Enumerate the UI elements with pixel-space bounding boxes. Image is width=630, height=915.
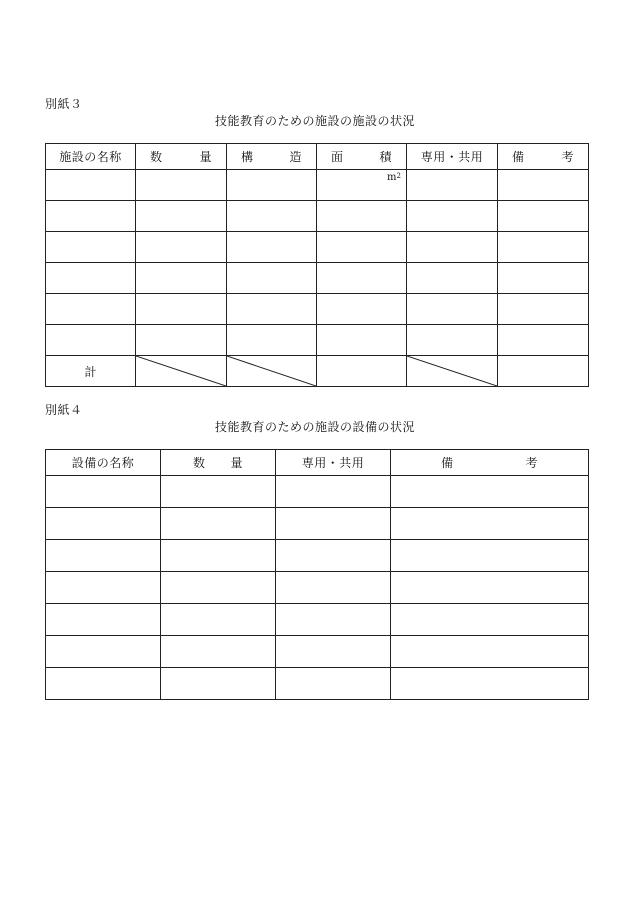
- remarks-cell[interactable]: [498, 170, 589, 201]
- header-exclusive-shared: 専用・共用: [407, 144, 498, 170]
- exclusive-shared-cell[interactable]: [276, 476, 391, 508]
- quantity-cell[interactable]: [161, 572, 276, 604]
- header-area: 面 積: [317, 144, 407, 170]
- equipment-name-cell[interactable]: [46, 636, 161, 668]
- total-row: [46, 356, 589, 387]
- quantity-cell[interactable]: [161, 508, 276, 540]
- remarks-cell[interactable]: [391, 636, 589, 668]
- remarks-cell[interactable]: [391, 508, 589, 540]
- table-row: [46, 540, 589, 572]
- quantity-cell[interactable]: [161, 604, 276, 636]
- exclusive-shared-cell[interactable]: [407, 263, 498, 294]
- remarks-cell[interactable]: [391, 540, 589, 572]
- facility-header-row: [46, 144, 589, 170]
- facility-name-cell[interactable]: [46, 170, 136, 201]
- header-exclusive-shared: 専用・共用: [276, 450, 391, 476]
- header-quantity: 数 量: [161, 450, 276, 476]
- quantity-cell[interactable]: [136, 325, 227, 356]
- facility-name-cell[interactable]: [46, 201, 136, 232]
- total-label: 計: [46, 356, 136, 387]
- facility-name-cell[interactable]: [46, 294, 136, 325]
- equipment-name-cell[interactable]: [46, 476, 161, 508]
- exclusive-shared-total-struck-cell: [407, 356, 498, 387]
- remarks-cell[interactable]: [391, 572, 589, 604]
- structure-total-struck-cell: [227, 356, 317, 387]
- table-row: [46, 232, 589, 263]
- structure-cell[interactable]: [227, 201, 317, 232]
- facility-name-cell[interactable]: [46, 232, 136, 263]
- quantity-cell[interactable]: [136, 201, 227, 232]
- quantity-cell[interactable]: [136, 170, 227, 201]
- header-remarks: 備 考: [391, 450, 589, 476]
- exclusive-shared-cell[interactable]: [276, 508, 391, 540]
- area-cell[interactable]: [317, 325, 407, 356]
- equipment-status-title: 技能教育のための施設の設備の状況: [214, 420, 415, 434]
- header-remarks: 備 考: [498, 144, 589, 170]
- remarks-total-cell[interactable]: [498, 356, 589, 387]
- remarks-cell[interactable]: [391, 604, 589, 636]
- table-row: [46, 325, 589, 356]
- quantity-cell[interactable]: [161, 540, 276, 572]
- exclusive-shared-cell[interactable]: [407, 294, 498, 325]
- equipment-header-row: [46, 450, 589, 476]
- remarks-cell[interactable]: [498, 201, 589, 232]
- equipment-name-cell[interactable]: [46, 604, 161, 636]
- exclusive-shared-cell[interactable]: [276, 604, 391, 636]
- equipment-name-cell[interactable]: [46, 540, 161, 572]
- table-row: [46, 294, 589, 325]
- structure-cell[interactable]: [227, 294, 317, 325]
- attachment-3-label: 別紙３: [45, 97, 83, 111]
- header-equipment-name: 設備の名称: [46, 450, 161, 476]
- structure-cell[interactable]: [227, 232, 317, 263]
- facility-table: [45, 143, 589, 387]
- area-cell[interactable]: [317, 232, 407, 263]
- remarks-cell[interactable]: [498, 294, 589, 325]
- remarks-cell[interactable]: [498, 232, 589, 263]
- quantity-cell[interactable]: [136, 294, 227, 325]
- quantity-cell[interactable]: [161, 476, 276, 508]
- header-quantity: 数 量: [136, 144, 227, 170]
- remarks-cell[interactable]: [391, 476, 589, 508]
- diagonal-strike: [227, 356, 316, 386]
- exclusive-shared-cell[interactable]: [407, 325, 498, 356]
- exclusive-shared-cell[interactable]: [276, 636, 391, 668]
- remarks-cell[interactable]: [498, 325, 589, 356]
- equipment-table: [45, 449, 589, 700]
- area-cell[interactable]: [317, 170, 407, 201]
- exclusive-shared-cell[interactable]: [276, 540, 391, 572]
- header-structure: 構 造: [227, 144, 317, 170]
- exclusive-shared-cell[interactable]: [407, 232, 498, 263]
- facility-status-title: 技能教育のための施設の施設の状況: [214, 114, 415, 128]
- quantity-cell[interactable]: [136, 232, 227, 263]
- attachment-4-label: 別紙４: [45, 403, 83, 417]
- quantity-cell[interactable]: [161, 668, 276, 700]
- table-row: [46, 201, 589, 232]
- quantity-cell[interactable]: [161, 636, 276, 668]
- structure-cell[interactable]: [227, 170, 317, 201]
- exclusive-shared-cell[interactable]: [276, 572, 391, 604]
- area-cell[interactable]: [317, 294, 407, 325]
- table-row: [46, 636, 589, 668]
- area-unit: $m^2$: [387, 172, 401, 183]
- remarks-cell[interactable]: [498, 263, 589, 294]
- equipment-name-cell[interactable]: [46, 668, 161, 700]
- header-facility-name: 施設の名称: [46, 144, 136, 170]
- exclusive-shared-cell[interactable]: [407, 201, 498, 232]
- equipment-name-cell[interactable]: [46, 508, 161, 540]
- area-total-cell[interactable]: [317, 356, 407, 387]
- table-row: [46, 476, 589, 508]
- structure-cell[interactable]: [227, 263, 317, 294]
- quantity-cell[interactable]: [136, 263, 227, 294]
- diagonal-strike: [407, 356, 497, 386]
- table-row: [46, 170, 589, 201]
- exclusive-shared-cell[interactable]: [407, 170, 498, 201]
- table-row: [46, 508, 589, 540]
- table-row: [46, 604, 589, 636]
- table-row: [46, 572, 589, 604]
- facility-name-cell[interactable]: [46, 325, 136, 356]
- quantity-total-struck-cell: [136, 356, 227, 387]
- area-cell[interactable]: [317, 263, 407, 294]
- equipment-name-cell[interactable]: [46, 572, 161, 604]
- area-cell[interactable]: [317, 201, 407, 232]
- exclusive-shared-cell[interactable]: [276, 668, 391, 700]
- facility-name-cell[interactable]: [46, 263, 136, 294]
- diagonal-strike: [136, 356, 226, 386]
- table-row: [46, 668, 589, 700]
- table-row: [46, 263, 589, 294]
- structure-cell[interactable]: [227, 325, 317, 356]
- remarks-cell[interactable]: [391, 668, 589, 700]
